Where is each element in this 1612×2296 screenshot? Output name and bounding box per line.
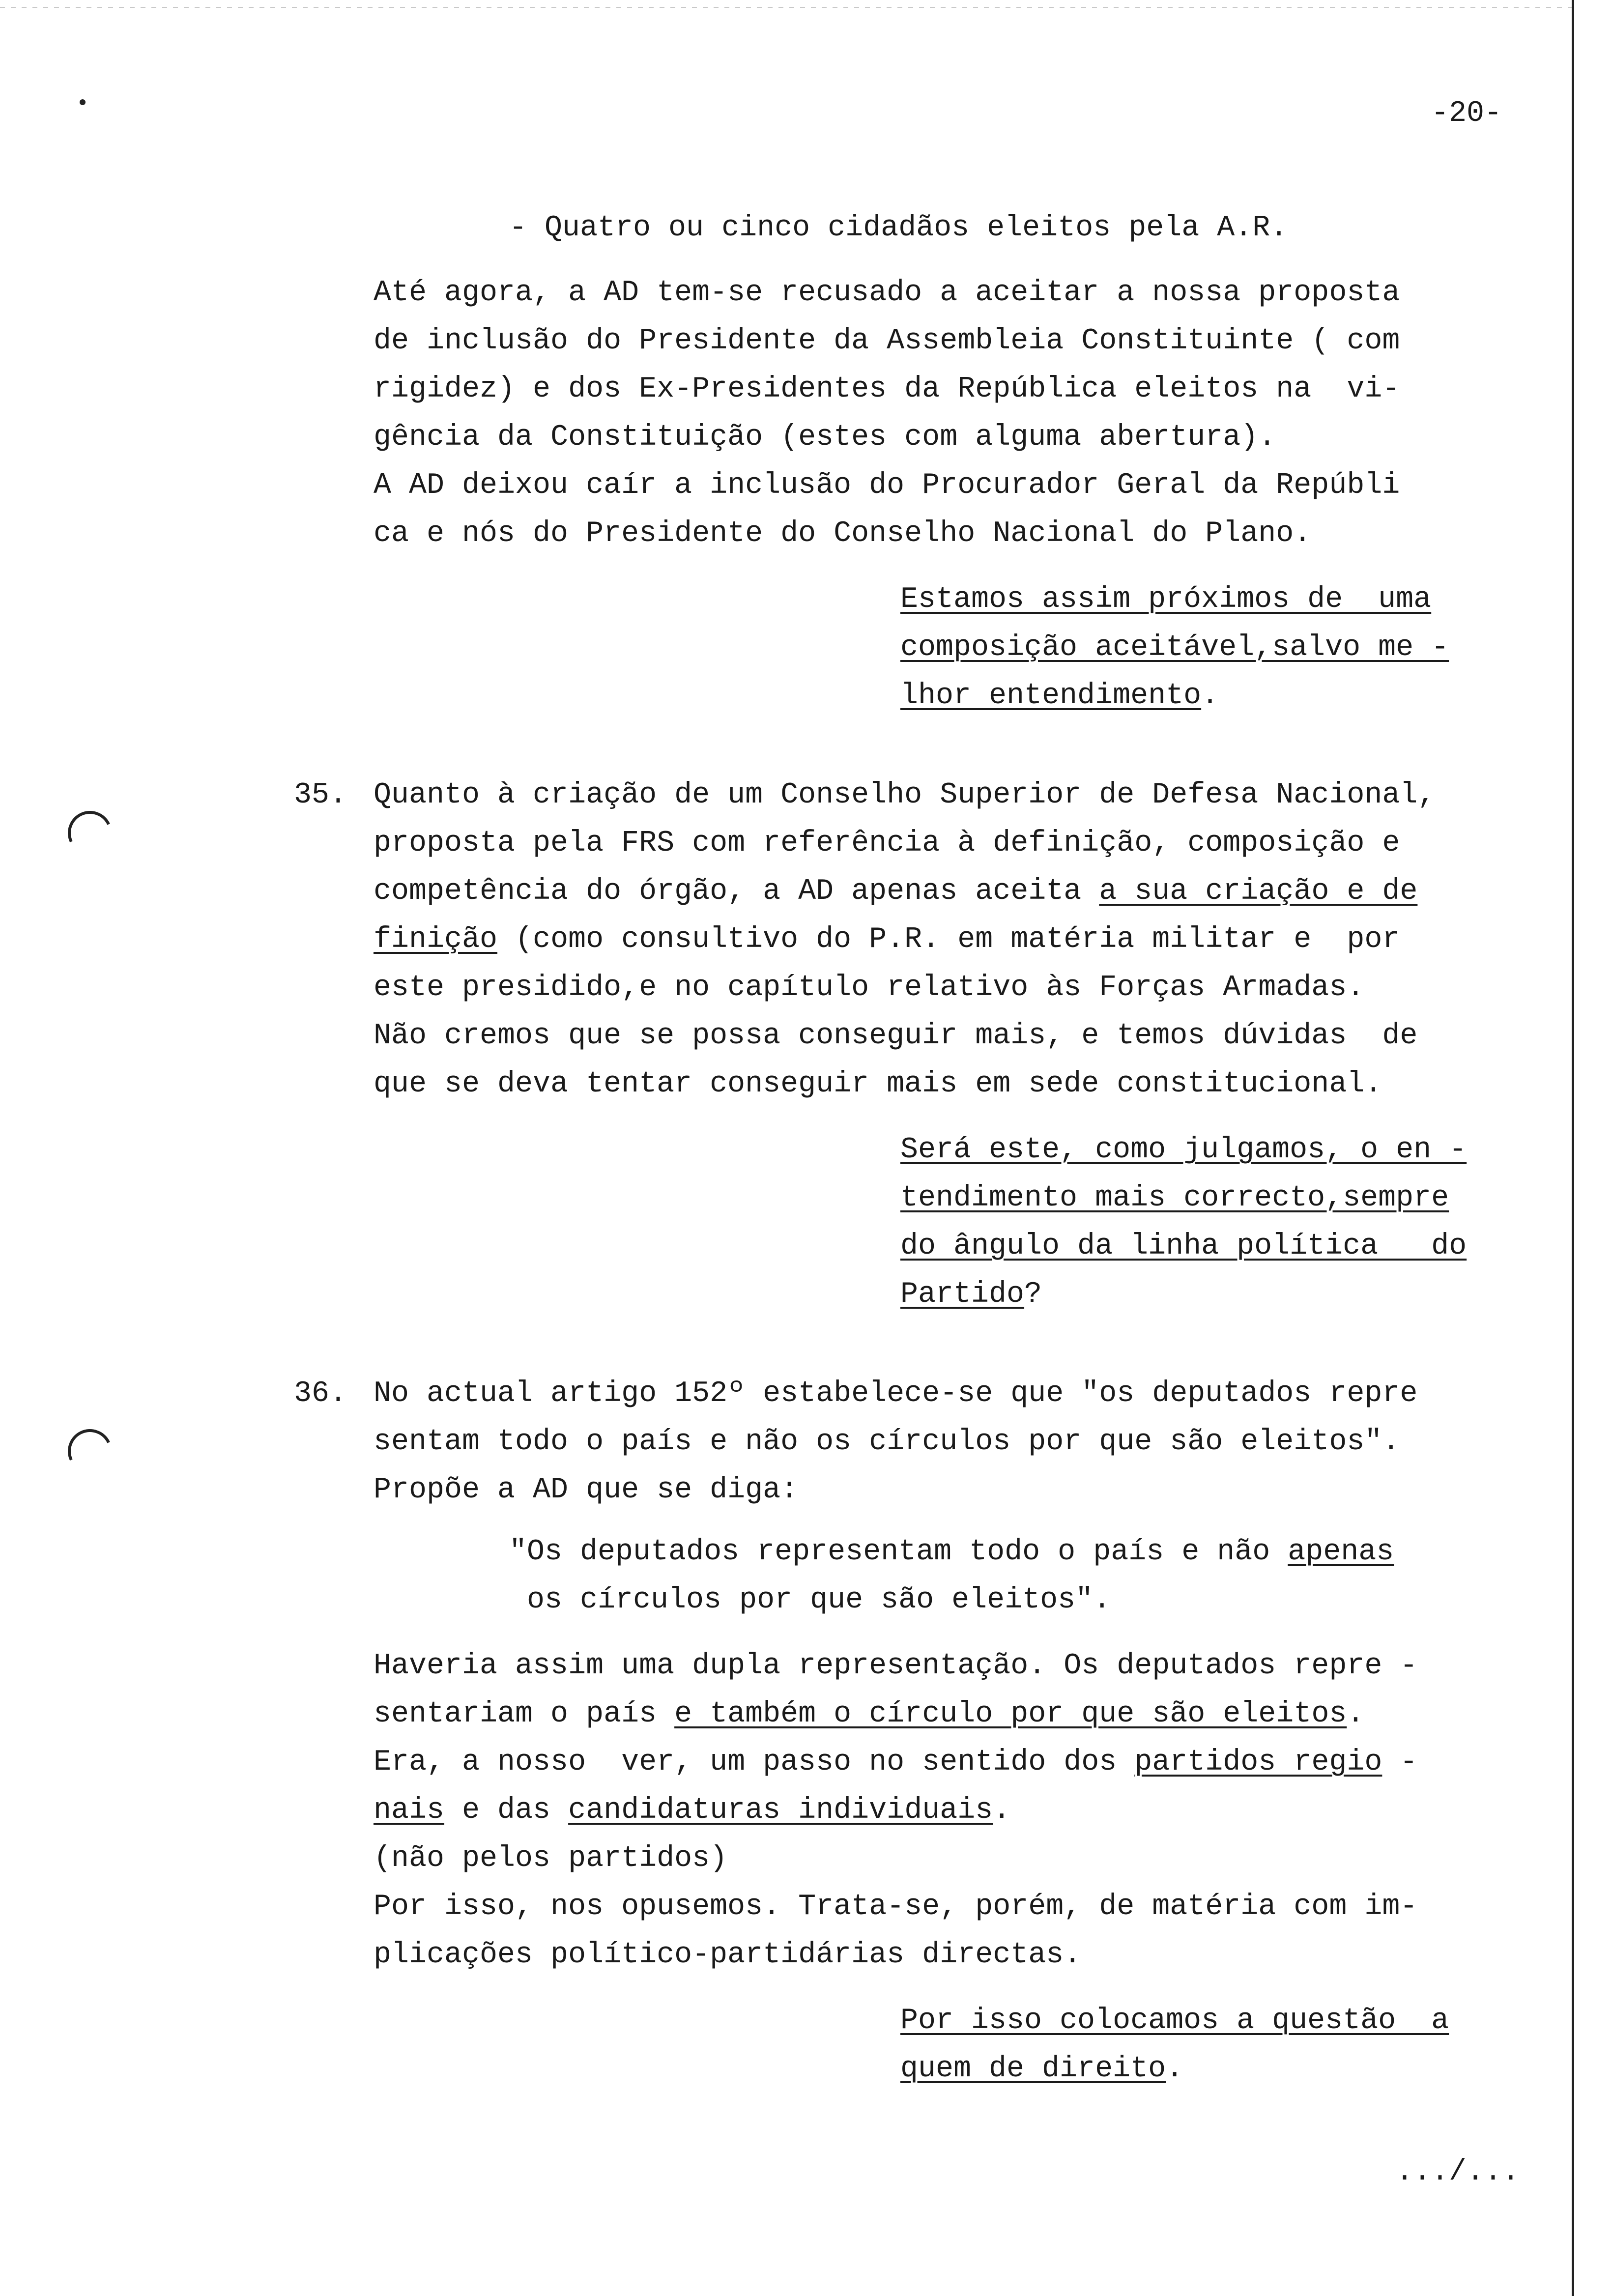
paragraph-line: Não cremos que se possa conseguir mais, e temos dúvidas de bbox=[374, 1019, 1418, 1053]
paragraph-line: Propõe a AD que se diga: bbox=[374, 1473, 799, 1507]
margin-note-line: do ângulo da linha política do bbox=[900, 1230, 1467, 1263]
punctuation: . bbox=[1166, 2052, 1184, 2086]
page-number: -20- bbox=[1431, 97, 1502, 130]
paragraph-line: (não pelos partidos) bbox=[374, 1842, 728, 1875]
paragraph-line: Quanto à criação de um Conselho Superior de Defesa Nacional, bbox=[374, 778, 1436, 812]
paragraph-line: ca e nós do Presidente do Conselho Nacional do Plano. bbox=[374, 517, 1312, 550]
top-edge-line bbox=[0, 7, 1572, 8]
underlined-text: e também o círculo por que são eleitos bbox=[674, 1697, 1347, 1731]
margin-note-line: Estamos assim próximos de uma bbox=[900, 583, 1432, 616]
paragraph-line: A AD deixou caír a inclusão do Procurador Geral da Repúbli bbox=[374, 469, 1400, 502]
text-run: (como consultivo do P.R. em matéria militar e por bbox=[497, 923, 1400, 956]
punch-hole-mark bbox=[61, 804, 118, 861]
paragraph-line: plicações político-partidárias directas. bbox=[374, 1938, 1082, 1972]
text-run: - bbox=[1382, 1746, 1418, 1779]
text-run: sentariam o país bbox=[374, 1697, 675, 1731]
underlined-text: quem de direito bbox=[900, 2052, 1166, 2086]
margin-note-line bbox=[900, 678, 1219, 714]
quote-line bbox=[509, 1534, 1394, 1570]
paragraph-line bbox=[374, 1793, 1010, 1828]
text-run: Era, a nosso ver, um passo no sentido dos bbox=[374, 1746, 1135, 1779]
punctuation: . bbox=[993, 1794, 1011, 1827]
paragraph-line bbox=[374, 1745, 1417, 1780]
margin-note-line bbox=[900, 2051, 1183, 2087]
underlined-text: finição bbox=[374, 923, 498, 956]
bullet-line: - Quatro ou cinco cidadãos eleitos pela A.R. bbox=[509, 211, 1288, 245]
underlined-text: a sua criação e de bbox=[1099, 875, 1418, 908]
paragraph-line: sentam todo o país e não os círculos por que são eleitos". bbox=[374, 1425, 1400, 1459]
margin-note-line bbox=[900, 1277, 1042, 1312]
paragraph-line: Por isso, nos opusemos. Trata-se, porém, de matéria com im- bbox=[374, 1890, 1418, 1923]
paragraph-line: No actual artigo 152º estabelece-se que "os deputados repre bbox=[374, 1377, 1418, 1410]
item-number: 35. bbox=[294, 778, 347, 812]
punctuation: ? bbox=[1024, 1278, 1042, 1311]
paragraph-line bbox=[374, 1696, 1364, 1732]
paragraph-line: Haveria assim uma dupla representação. Os deputados repre - bbox=[374, 1649, 1418, 1683]
text-run: competência do órgão, a AD apenas aceita bbox=[374, 875, 1099, 908]
underlined-text: partidos regio bbox=[1134, 1746, 1382, 1779]
paragraph-line bbox=[374, 922, 1400, 957]
binding-edge-line bbox=[1572, 0, 1574, 2296]
margin-note-line: tendimento mais correcto,sempre bbox=[900, 1181, 1449, 1215]
item-number: 36. bbox=[294, 1377, 347, 1410]
punctuation: . bbox=[1201, 679, 1219, 713]
underlined-text: apenas bbox=[1288, 1535, 1394, 1569]
quote-line: os círculos por que são eleitos". bbox=[527, 1583, 1111, 1617]
paragraph-line: proposta pela FRS com referência à definição, composição e bbox=[374, 827, 1400, 860]
punctuation: . bbox=[1347, 1697, 1365, 1731]
underlined-text: candidaturas individuais bbox=[568, 1794, 993, 1827]
punch-hole-mark bbox=[61, 1423, 118, 1479]
underlined-text: nais bbox=[374, 1794, 445, 1827]
paragraph-line: rigidez) e dos Ex-Presidentes da República eleitos na vi- bbox=[374, 373, 1400, 406]
paragraph-line: gência da Constituição (estes com alguma abertura). bbox=[374, 421, 1276, 454]
paragraph-line: Até agora, a AD tem-se recusado a aceitar a nossa proposta bbox=[374, 276, 1400, 310]
margin-note-line: Será este, como julgamos, o en - bbox=[900, 1133, 1467, 1167]
paragraph-line: que se deva tentar conseguir mais em sede constitucional. bbox=[374, 1067, 1382, 1101]
paragraph-line: este presidido,e no capítulo relativo às Forças Armadas. bbox=[374, 971, 1365, 1004]
margin-note-line: Por isso colocamos a questão a bbox=[900, 2004, 1449, 2038]
paragraph-line: de inclusão do Presidente da Assembleia Constituinte ( com bbox=[374, 324, 1400, 358]
stray-dot-mark bbox=[80, 99, 86, 105]
underlined-text: Partido bbox=[900, 1278, 1025, 1311]
underlined-text: lhor entendimento bbox=[900, 679, 1202, 713]
continuation-mark: .../... bbox=[1396, 2155, 1520, 2189]
text-run: e das bbox=[444, 1794, 569, 1827]
margin-note-line: composição aceitável,salvo me - bbox=[900, 631, 1449, 664]
paragraph-line bbox=[374, 874, 1417, 909]
text-run: "Os deputados representam todo o país e não bbox=[509, 1535, 1288, 1569]
